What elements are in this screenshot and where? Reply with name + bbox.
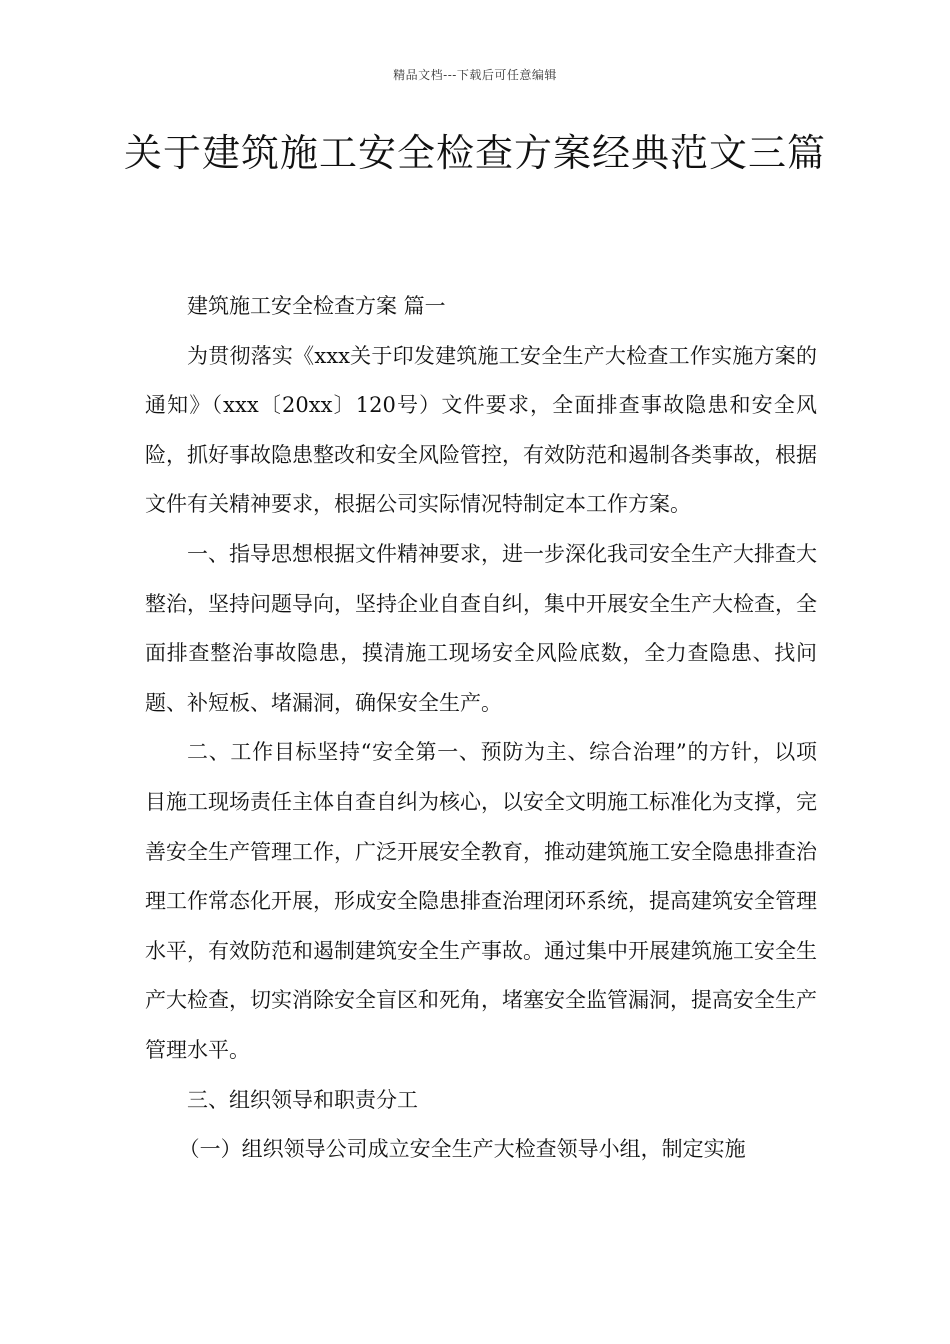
document-title: 关于建筑施工安全检查方案经典范文三篇 xyxy=(123,131,826,175)
paragraph-guiding-ideology: 一、指导思想根据文件精神要求，进一步深化我司安全生产大排查大整治，坚持问题导向，坚持企业自查自纠，集中开展安全生产大检查，全面排查整治事故隐患，摸清施工现场安全风险底数，全力查隐患、找问题、补短板、堵漏洞，确保安全生产。 xyxy=(145,541,817,715)
header-note: 精品文档---下载后可任意编辑 xyxy=(393,68,557,82)
document-body xyxy=(145,282,817,1175)
paragraph-organization-leadership: （一）组织领导公司成立安全生产大检查领导小组，制定实施 xyxy=(178,1137,746,1162)
paragraph-organization-heading: 三、组织领导和职责分工 xyxy=(187,1087,418,1112)
section-heading: 建筑施工安全检查方案 篇一 xyxy=(187,294,446,318)
paragraph-intro: 为贯彻落实《xxx关于印发建筑施工安全生产大检查工作实施方案的通知》（xxx〔20xx〕120号）文件要求，全面排查事故隐患和安全风险，抓好事故隐患整改和安全风险管控，有效防范和遏制各类事故，根据文件有关精神要求，根据公司实际情况特制定本工作方案。 xyxy=(145,343,817,517)
paragraph-work-goals: 二、工作目标坚持“安全第一、预防为主、综合治理”的方针，以项目施工现场责任主体自查自纠为核心，以安全文明施工标准化为支撑，完善安全生产管理工作，广泛开展安全教育，推动建筑施工安全隐患排查治理工作常态化开展，形成安全隐患排查治理闭环系统，提高建筑安全管理水平，有效防范和遏制建筑安全生产事故。通过集中开展建筑施工安全生产大检查，切实消除安全盲区和死角，堵塞安全监管漏洞，提高安全生产管理水平。 xyxy=(145,740,817,1062)
